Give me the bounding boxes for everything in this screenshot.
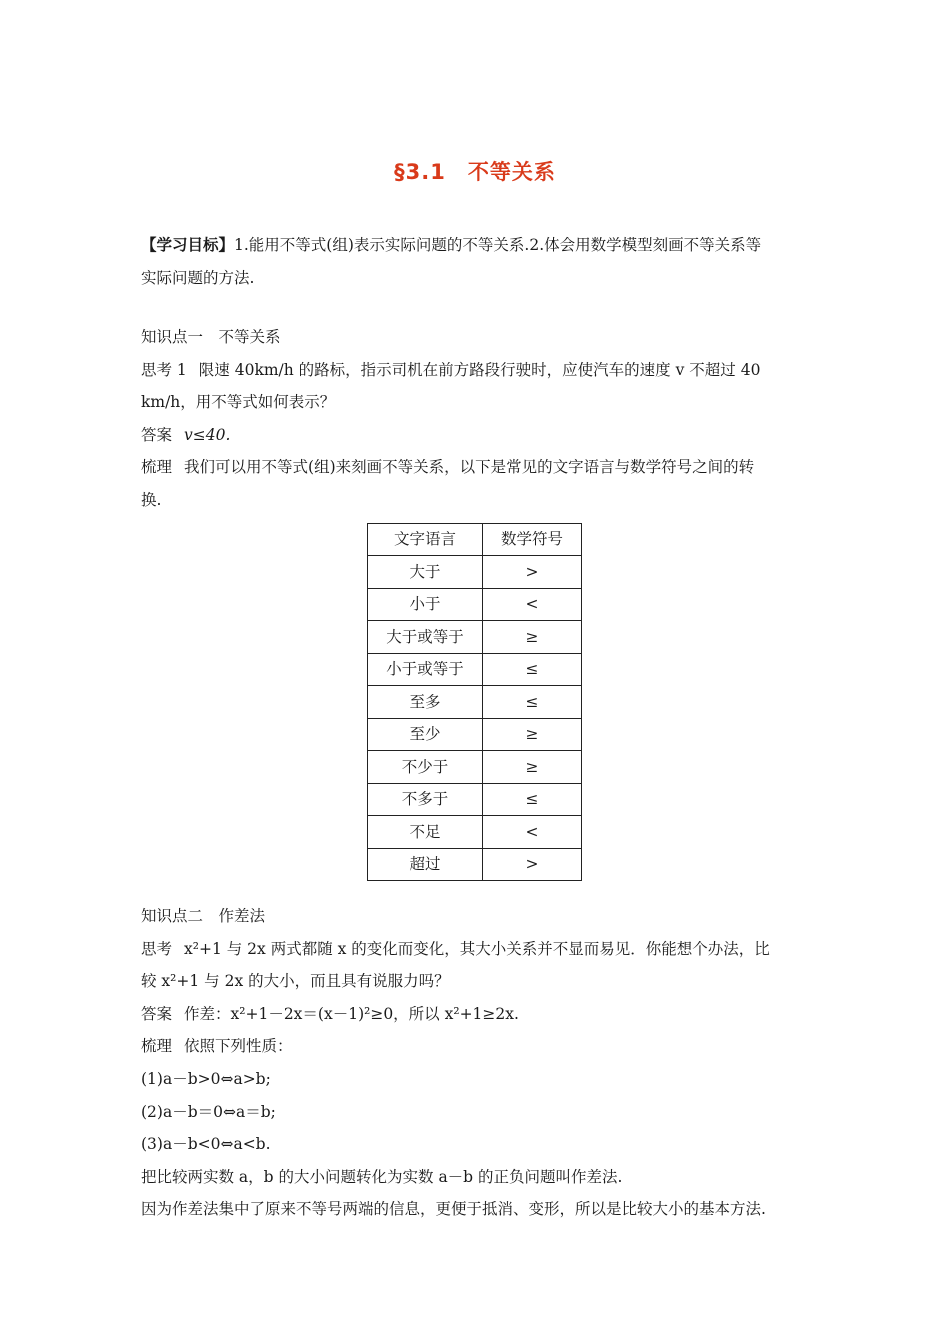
table-cell-symbol: ≤: [483, 653, 582, 686]
objectives: [141, 229, 813, 294]
objectives-line-2: 实际问题的方法.: [141, 268, 255, 287]
table-row: [368, 588, 582, 621]
table-cell-symbol: ≥: [483, 751, 582, 784]
table-row: [368, 686, 582, 719]
kp2-prop-1: (1)a－b>0⇔a>b;: [141, 1069, 271, 1088]
table-cell-text: 大于或等于: [368, 621, 483, 654]
kp2-summary-text: 依照下列性质：: [184, 1037, 293, 1056]
page-title: [0, 156, 950, 186]
kp2-heading: 知识点二 作差法: [141, 907, 266, 925]
table-cell-text: 小于: [368, 588, 483, 621]
kp1-answer-text: v≤40.: [184, 425, 231, 444]
objectives-label: 【学习目标】: [141, 236, 235, 254]
section-title: 不等关系: [467, 160, 556, 184]
kp1-think-line-2: km/h，用不等式如何表示？: [141, 393, 336, 412]
table-cell-symbol: >: [483, 848, 582, 881]
table-row: [368, 556, 582, 589]
kp2-prop-2: (2)a－b＝0⇔a＝b;: [141, 1102, 276, 1121]
kp1-answer: [141, 419, 813, 452]
kp1-summary-line-1: [141, 451, 813, 484]
knowledge-point-2: [141, 900, 813, 1226]
kp1-think-text-1: 限速 40km/h 的路标，指示司机在前方路段行驶时，应使汽车的速度 v 不超过 40: [198, 360, 761, 379]
table-cell-text: 不少于: [368, 751, 483, 784]
table-cell-text: 小于或等于: [368, 653, 483, 686]
knowledge-point-1: [141, 321, 813, 881]
table-row: [368, 751, 582, 784]
kp2-think-line-1: [141, 933, 813, 966]
kp2-answer-text: 作差：x²+1－2x＝(x－1)²≥0，所以 x²+1≥2x.: [184, 1004, 519, 1023]
kp1-think-label: 思考 1: [141, 360, 187, 379]
table-header-cell: 数学符号: [483, 523, 582, 556]
table-cell-text: 大于: [368, 556, 483, 589]
kp2-line-b: 因为作差法集中了原来不等号两端的信息，更便于抵消、变形，所以是比较大小的基本方法.: [141, 1200, 766, 1219]
objectives-text-1: 1.能用不等式(组)表示实际问题的不等关系.2.体会用数学模型刻画不等关系等: [234, 236, 762, 254]
table-cell-text: 超过: [368, 848, 483, 881]
section-number: §3.1: [394, 160, 446, 184]
kp1-heading: 知识点一 不等关系: [141, 328, 281, 346]
kp2-summary-label: 梳理: [141, 1037, 173, 1056]
relation-table: [367, 523, 582, 882]
kp2-think-text-1: x²+1 与 2x 两式都随 x 的变化而变化，其大小关系并不显而易见．你能想个办法，比: [184, 939, 770, 958]
kp2-summary: [141, 1030, 813, 1063]
table-row: [368, 718, 582, 751]
table-cell-text: 不多于: [368, 783, 483, 816]
table-row: [368, 653, 582, 686]
table-cell-symbol: ≥: [483, 621, 582, 654]
kp1-answer-label: 答案: [141, 425, 173, 444]
kp1-summary-line-2: 换.: [141, 490, 162, 509]
kp2-answer-label: 答案: [141, 1004, 173, 1023]
kp2-prop-3: (3)a－b<0⇔a<b.: [141, 1135, 271, 1154]
kp2-answer: [141, 998, 813, 1031]
table-cell-text: 至多: [368, 686, 483, 719]
table-cell-text: 不足: [368, 816, 483, 849]
objectives-line-1: [141, 229, 813, 262]
kp1-think-line-1: [141, 354, 813, 387]
table-row: [368, 848, 582, 881]
kp2-think-label: 思考: [141, 939, 173, 958]
kp1-summary-label: 梳理: [141, 458, 173, 477]
table-cell-symbol: ≤: [483, 686, 582, 719]
table-row: [368, 621, 582, 654]
table-cell-symbol: <: [483, 588, 582, 621]
kp2-think-line-2: 较 x²+1 与 2x 的大小，而且具有说服力吗？: [141, 972, 450, 991]
table-cell-symbol: ≥: [483, 718, 582, 751]
table-cell-symbol: >: [483, 556, 582, 589]
table-header-row: [368, 523, 582, 556]
table-cell-symbol: <: [483, 816, 582, 849]
table-cell-symbol: ≤: [483, 783, 582, 816]
kp2-line-a: 把比较两实数 a，b 的大小问题转化为实数 a－b 的正负问题叫作差法.: [141, 1167, 623, 1186]
table-row: [368, 783, 582, 816]
table-cell-text: 至少: [368, 718, 483, 751]
table-row: [368, 816, 582, 849]
kp1-summary-text-1: 我们可以用不等式(组)来刻画不等关系，以下是常见的文字语言与数学符号之间的转: [184, 458, 755, 477]
table-header-cell: 文字语言: [368, 523, 483, 556]
